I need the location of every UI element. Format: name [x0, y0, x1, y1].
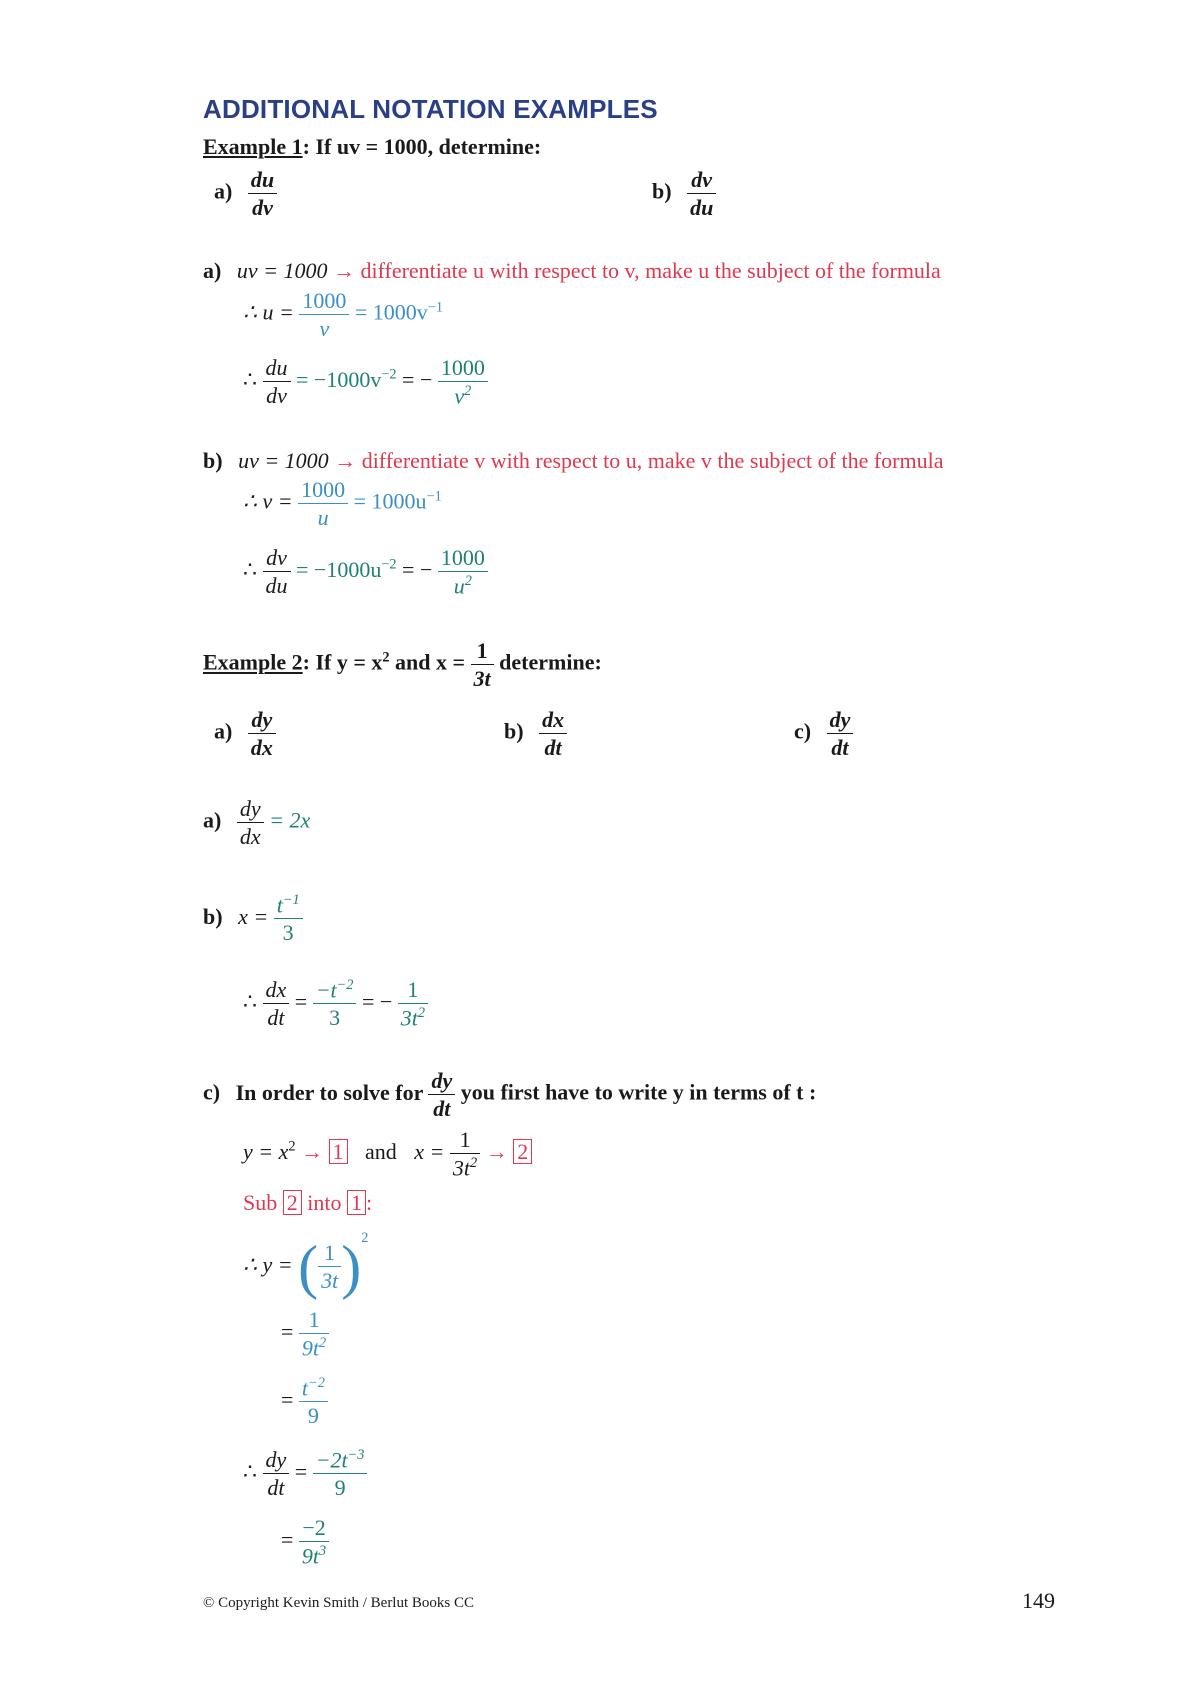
therefore-symbol: ∴ [243, 1458, 257, 1484]
numerator: dy [248, 708, 276, 734]
numerator: t [276, 892, 283, 918]
ex2-solution-a [203, 797, 310, 848]
sub-text: Sub [243, 1190, 278, 1215]
exponent: −2 [336, 977, 354, 993]
ex1-solution-b-step1 [243, 478, 442, 529]
ex2-solution-b-step1 [203, 893, 303, 945]
numerator: −t [315, 977, 337, 1003]
exponent: −3 [347, 1447, 365, 1463]
solution-label: b) [203, 448, 223, 473]
equation-number-box: 1 [329, 1139, 348, 1164]
numerator: dy [827, 708, 854, 734]
fraction [313, 978, 357, 1030]
equation: x = [414, 1138, 445, 1164]
question-label: b) [504, 718, 524, 744]
fraction [263, 978, 290, 1029]
denominator: dx [239, 824, 261, 850]
equation-number-box: 1 [347, 1190, 366, 1215]
question-label: a) [214, 178, 233, 204]
ex2-solution-c-step4 [243, 1448, 367, 1500]
into-text: into [307, 1190, 342, 1215]
step-middle: = −1000u [296, 556, 382, 582]
arrow-icon: → [485, 1138, 508, 1164]
therefore-symbol: ∴ [243, 556, 257, 582]
fraction [299, 1516, 329, 1568]
equals: = − [361, 988, 393, 1014]
denominator: v [319, 316, 330, 342]
denominator: dt [544, 735, 562, 761]
ex2-solution-c-step1 [243, 1230, 369, 1300]
numerator: dx [263, 978, 290, 1004]
fraction [450, 1128, 480, 1180]
fraction [263, 1448, 290, 1499]
arrow-icon: → [301, 1138, 324, 1164]
ex2-question-b [504, 708, 567, 759]
ex2-solution-c-intro [203, 1069, 816, 1120]
equation: uv = 1000 [236, 258, 328, 283]
denominator: 9t [301, 1335, 320, 1361]
numerator: dy [428, 1069, 455, 1095]
exponent: −2 [381, 556, 397, 573]
numerator: 1000 [438, 546, 488, 572]
page-title: ADDITIONAL NOTATION EXAMPLES [203, 94, 658, 124]
exponent: 2 [361, 1230, 369, 1246]
numerator: 1 [299, 1308, 329, 1334]
solution-label: c) [203, 1079, 221, 1105]
prompt-text: : If y = x [302, 649, 383, 675]
fraction [298, 478, 348, 529]
denominator: u [317, 505, 329, 531]
exponent: 2 [417, 1005, 426, 1022]
ex2-solution-c-sub [243, 1190, 372, 1216]
step-prefix: ∴ y = [243, 1252, 293, 1277]
exponent: 2 [382, 649, 390, 666]
ex2-solution-c-step5 [281, 1516, 329, 1568]
ex1-solution-a-step1 [243, 289, 443, 340]
numerator: t [301, 1375, 309, 1401]
equals: = [294, 1458, 308, 1484]
fraction [318, 1241, 341, 1292]
equals: = − [402, 556, 433, 582]
and-text: and [365, 1138, 397, 1164]
step-prefix: x = [238, 903, 269, 929]
instruction-text: → differentiate v with respect to u, make v the subject of the formula [334, 448, 944, 473]
step-result: = 2x [269, 807, 311, 833]
step-prefix: ∴ v = [243, 488, 293, 514]
copyright-text: © Copyright Kevin Smith / Berlut Books CC [203, 1595, 474, 1611]
ex1-solution-a-step2 [243, 356, 488, 408]
exponent: −1 [426, 488, 442, 505]
numerator: dv [687, 168, 716, 194]
equals: = [281, 1386, 294, 1412]
question-label: c) [794, 718, 812, 744]
right-paren: ) [341, 1233, 362, 1300]
fraction [299, 1308, 329, 1360]
numerator: dy [263, 1448, 290, 1474]
exponent: 2 [464, 573, 472, 590]
ex2-question-a [214, 708, 276, 759]
step-result: = 1000u [353, 488, 427, 514]
numerator: 1 [318, 1241, 341, 1267]
ex1-question-b [652, 168, 716, 219]
denominator: 9 [307, 1403, 319, 1429]
instruction-text: → differentiate u with respect to v, make u the subject of the formula [332, 258, 941, 283]
solution-label: a) [203, 807, 222, 833]
exponent: −2 [381, 366, 397, 383]
numerator: dy [237, 797, 264, 823]
therefore-symbol: ∴ [243, 988, 257, 1014]
fraction [313, 1448, 368, 1500]
fraction [428, 1069, 455, 1120]
fraction [687, 168, 716, 219]
denominator: dt [831, 735, 849, 761]
denominator: 3t [473, 666, 491, 692]
numerator: du [263, 356, 291, 382]
exponent: −1 [282, 892, 300, 908]
numerator: dx [539, 708, 567, 734]
ex1-solution-b-line1 [203, 448, 943, 474]
denominator: du [265, 573, 288, 599]
exponent: −1 [427, 299, 443, 316]
step-middle: = −1000v [296, 366, 382, 392]
equation: uv = 1000 [238, 448, 329, 473]
denominator: dv [266, 383, 287, 409]
step-result: = 1000v [354, 299, 428, 325]
therefore-symbol: ∴ [243, 366, 257, 392]
equals: = − [402, 366, 433, 392]
numerator: −2t [315, 1447, 348, 1473]
fraction [438, 356, 488, 408]
denominator: 9 [334, 1475, 346, 1501]
fraction [539, 708, 567, 759]
equation: y = x [243, 1138, 289, 1164]
ex2-solution-c-step2 [281, 1308, 329, 1360]
numerator: 1000 [298, 478, 348, 504]
denominator: dx [250, 735, 273, 761]
example2-label: Example 2 [203, 649, 303, 675]
denominator: v [454, 383, 465, 409]
example2-heading [203, 639, 602, 690]
fraction [248, 708, 276, 759]
exponent: 2 [464, 383, 472, 400]
equation-number-box: 2 [513, 1139, 532, 1164]
exponent: 2 [319, 1335, 327, 1352]
exponent: 2 [470, 1155, 478, 1172]
equals: = [281, 1318, 294, 1344]
denominator: 3 [282, 920, 294, 946]
fraction [299, 289, 349, 340]
denominator: dt [267, 1005, 285, 1031]
fraction [299, 1376, 328, 1428]
numerator: 1000 [438, 356, 488, 382]
step-prefix: ∴ u = [243, 299, 294, 325]
intro-text: In order to solve for [235, 1079, 423, 1105]
fraction [274, 893, 303, 945]
denominator: 3t [321, 1268, 339, 1294]
numerator: 1 [471, 639, 494, 665]
example1-prompt: : If uv = 1000, determine: [302, 134, 542, 159]
solution-label: a) [203, 258, 222, 283]
ex2-solution-c-step3 [281, 1376, 328, 1428]
denominator: dt [267, 1475, 285, 1501]
example1-heading [203, 134, 541, 160]
numerator: 1 [398, 978, 428, 1004]
intro-text: you first have to write y in terms of t : [460, 1079, 817, 1105]
denominator: 3t [452, 1155, 471, 1181]
fraction [248, 168, 277, 219]
solution-label: b) [203, 903, 223, 929]
denominator: 9t [301, 1543, 320, 1569]
numerator: 1 [450, 1128, 480, 1154]
fraction [398, 978, 428, 1030]
prompt-text: determine: [499, 649, 602, 675]
ex1-question-a [214, 168, 277, 219]
left-paren: ( [298, 1233, 319, 1300]
numerator: −2 [299, 1516, 329, 1542]
fraction [438, 546, 488, 598]
exponent: −2 [308, 1375, 325, 1391]
prompt-text: and x = [389, 649, 466, 675]
ex1-solution-a-line1 [203, 258, 941, 284]
fraction [827, 708, 854, 759]
numerator: du [248, 168, 277, 194]
page-number: 149 [1022, 1588, 1055, 1613]
ex2-solution-c-equations [243, 1128, 532, 1180]
question-label: a) [214, 718, 233, 744]
denominator: u [453, 573, 465, 599]
denominator: 3t [400, 1005, 418, 1031]
example1-label: Example 1 [203, 134, 303, 159]
equals: = [294, 988, 308, 1014]
fraction [263, 546, 291, 597]
ex2-question-c [794, 708, 853, 759]
ex2-solution-b-step2 [243, 978, 428, 1030]
exponent: 3 [319, 1543, 327, 1560]
question-label: b) [652, 178, 672, 204]
numerator: dv [263, 546, 291, 572]
denominator: dt [433, 1096, 451, 1122]
fraction [471, 639, 494, 690]
fraction [263, 356, 291, 407]
denominator: du [690, 195, 714, 221]
numerator: 1000 [299, 289, 349, 315]
equals: = [281, 1526, 294, 1552]
colon: : [365, 1190, 373, 1215]
ex1-solution-b-step2 [243, 546, 488, 598]
exponent: 2 [288, 1138, 296, 1155]
denominator: dv [252, 195, 273, 221]
equation-number-box: 2 [283, 1190, 302, 1215]
fraction [237, 797, 264, 848]
denominator: 3 [329, 1005, 341, 1031]
